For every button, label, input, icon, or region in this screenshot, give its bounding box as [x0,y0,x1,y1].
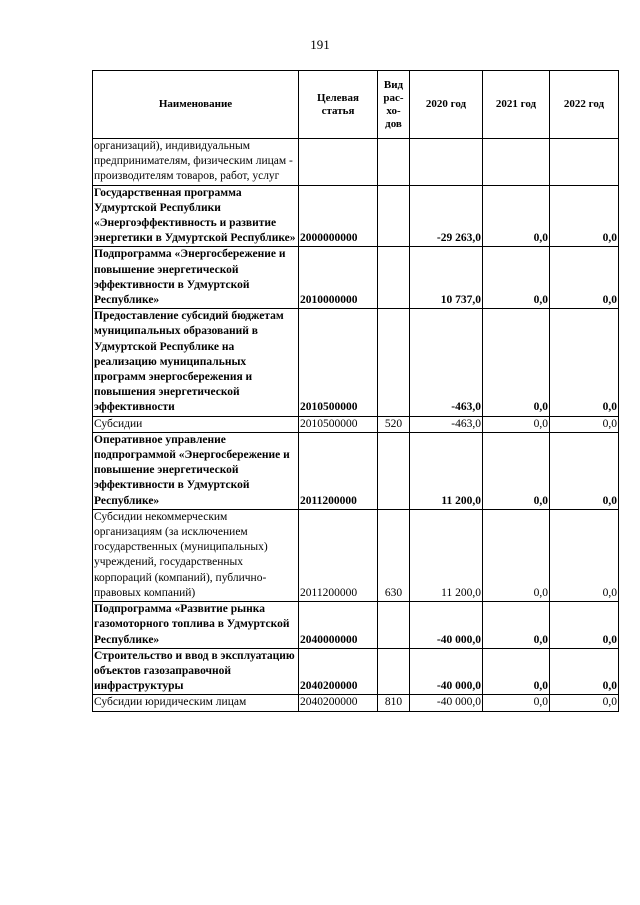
table-row [93,247,619,309]
cell-2022: 0,0 [550,185,619,247]
cell-2020: -463,0 [410,416,483,432]
cell-2021: 0,0 [483,416,550,432]
column-header-2020: 2020 год [410,71,483,139]
cell-2021: 0,0 [483,432,550,509]
cell-name: Строительство и ввод в эксплуатацию объектов газозаправочной инфраструктуры [93,648,299,695]
cell-2022: 0,0 [550,247,619,309]
cell-name: Подпрограмма «Развитие рынка газомоторного топлива в Удмуртской Республике» [93,602,299,649]
cell-kind [378,602,410,649]
table-row [93,139,619,186]
cell-name: Оперативное управление подпрограммой «Энергосбережение и повышение энергетической эффективности в Удмуртской Республике» [93,432,299,509]
cell-2020: -40 000,0 [410,695,483,711]
table-row [93,185,619,247]
cell-code: 2011200000 [299,432,378,509]
cell-2022: 0,0 [550,695,619,711]
cell-2021: 0,0 [483,648,550,695]
cell-name: Субсидии некоммерческим организациям (за исключением государственных (муниципальных) учреждений, государственных корпораций (компаний), публично-правовых компаний) [93,509,299,601]
cell-name: Предоставление субсидий бюджетам муниципальных образований в Удмуртской Республике на реализацию муниципальных программ энергосбережения и повышения энергетической эффективности [93,309,299,416]
cell-2020: -40 000,0 [410,648,483,695]
cell-2020: -40 000,0 [410,602,483,649]
cell-code: 2040200000 [299,695,378,711]
cell-code [299,139,378,186]
cell-2020: -29 263,0 [410,185,483,247]
table-row [93,648,619,695]
cell-2021: 0,0 [483,695,550,711]
cell-kind [378,309,410,416]
cell-code: 2000000000 [299,185,378,247]
cell-2022: 0,0 [550,432,619,509]
cell-2021: 0,0 [483,309,550,416]
table-row [93,602,619,649]
cell-2022: 0,0 [550,648,619,695]
cell-2021: 0,0 [483,602,550,649]
table-row [93,309,619,416]
cell-2022: 0,0 [550,416,619,432]
cell-2021: 0,0 [483,185,550,247]
cell-name: Субсидии юридическим лицам [93,695,299,711]
column-header-kind: Вид рас-хо-дов [378,71,410,139]
cell-code: 2010500000 [299,416,378,432]
cell-code: 2011200000 [299,509,378,601]
cell-name: Субсидии [93,416,299,432]
page-number: 191 [310,37,330,52]
cell-code: 2010000000 [299,247,378,309]
table-row [93,695,619,711]
cell-2020: 11 200,0 [410,432,483,509]
cell-2020: 10 737,0 [410,247,483,309]
cell-kind [378,139,410,186]
column-header-code: Целевая статья [299,71,378,139]
cell-2021: 0,0 [483,247,550,309]
cell-kind [378,648,410,695]
cell-2022: 0,0 [550,509,619,601]
cell-kind: 630 [378,509,410,601]
cell-name: Подпрограмма «Энергосбережение и повышение энергетической эффективности в Удмуртской Республике» [93,247,299,309]
table-row [93,509,619,601]
cell-2022: 0,0 [550,309,619,416]
budget-table [92,70,619,712]
cell-name: организаций), индивидуальным предпринимателям, физическим лицам - производителям товаров, работ, услуг [93,139,299,186]
cell-2022 [550,139,619,186]
cell-2020 [410,139,483,186]
table-row [93,416,619,432]
cell-kind: 520 [378,416,410,432]
cell-code: 2040200000 [299,648,378,695]
table-row [93,432,619,509]
cell-code: 2010500000 [299,309,378,416]
cell-name: Государственная программа Удмуртской Республики «Энергоэффективность и развитие энергетики в Удмуртской Республике» [93,185,299,247]
cell-kind [378,432,410,509]
cell-2021: 0,0 [483,509,550,601]
cell-2020: 11 200,0 [410,509,483,601]
column-header-2022: 2022 год [550,71,619,139]
cell-2021 [483,139,550,186]
column-header-name: Наименование [93,71,299,139]
cell-kind: 810 [378,695,410,711]
table-header-row [93,71,619,139]
cell-2020: -463,0 [410,309,483,416]
cell-2022: 0,0 [550,602,619,649]
cell-code: 2040000000 [299,602,378,649]
column-header-2021: 2021 год [483,71,550,139]
cell-kind [378,247,410,309]
cell-kind [378,185,410,247]
